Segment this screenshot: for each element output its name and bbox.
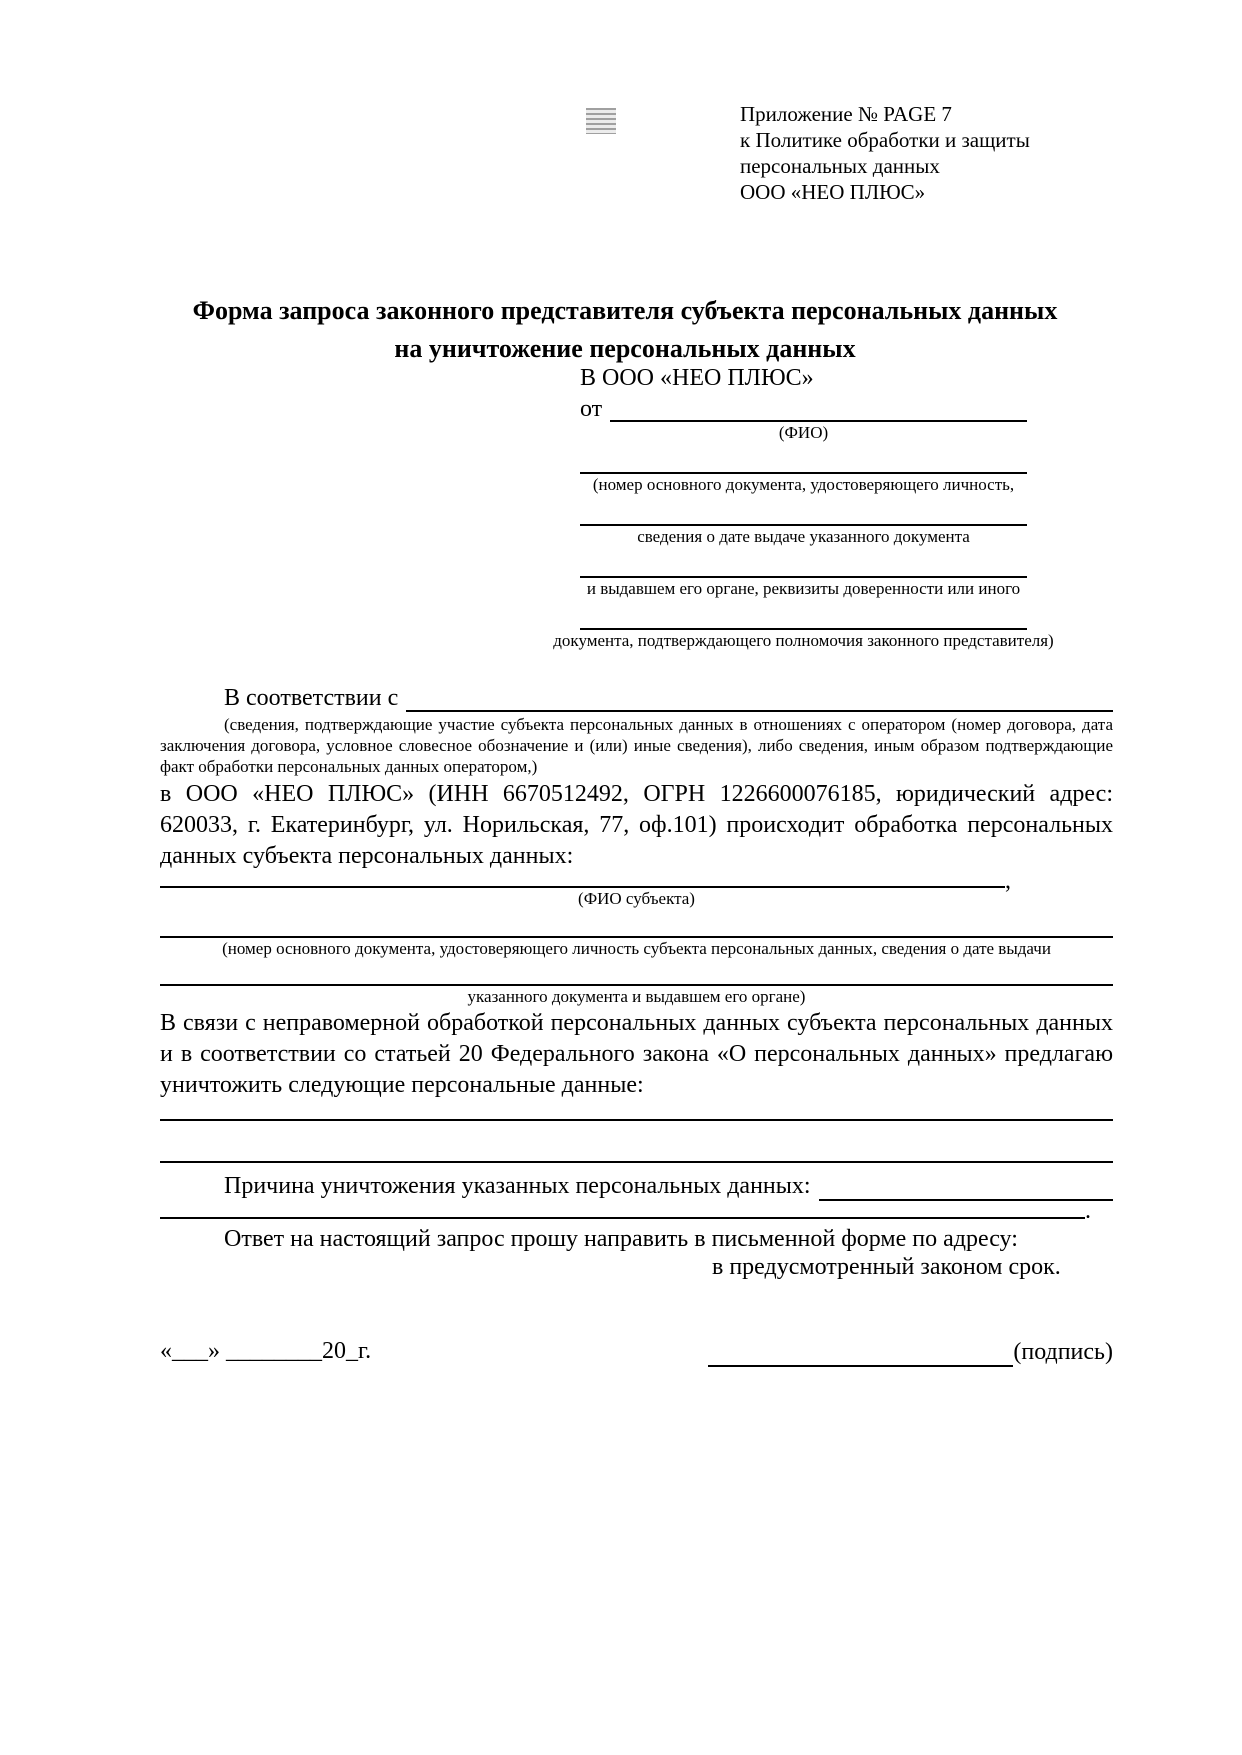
appendix-number-line: Приложение № PAGE 7 <box>740 102 952 126</box>
fill-line-subject-doc[interactable] <box>160 910 1113 938</box>
from-label: от <box>580 396 603 422</box>
caption-subject-doc-2: указанного документа и выдавшем его органе) <box>467 987 806 1006</box>
company-name: ООО «НЕО ПЛЮС» <box>740 180 926 204</box>
addressee-company: В ООО «НЕО ПЛЮС» <box>580 365 814 391</box>
caption-doc-number: (номер основного документа, удостоверяющего личность, <box>592 475 1015 494</box>
accordance-label: В соответствии с <box>224 685 399 711</box>
operator-paragraph: в ООО «НЕО ПЛЮС» (ИНН 6670512492, ОГРН 1226600076185, юридический адрес: 620033, г. Екатеринбург, ул. Норильская, 77, оф.101) происходит обработка персональных данных субъекта персональных данных: <box>160 781 1113 869</box>
fill-line-authority-doc[interactable] <box>580 600 1027 630</box>
subject-name-comma: , <box>1005 868 1011 894</box>
fill-line-accordance[interactable] <box>406 710 1113 712</box>
date-blank[interactable]: «___» ________20_г. <box>160 1338 372 1364</box>
reply-tail: в предусмотренный законом срок. <box>712 1254 1061 1280</box>
caption-subject-fio: (ФИО субъекта) <box>578 889 695 908</box>
addressee-block <box>553 362 1054 652</box>
fill-line-signature[interactable] <box>708 1339 1013 1367</box>
caption-authority-doc: документа, подтверждающего полномочия законного представителя) <box>553 631 1054 650</box>
caption-doc-issuer: и выдавшем его органе, реквизиты доверенности или иного <box>586 579 1021 598</box>
caption-subject-doc-1: (номер основного документа, удостоверяющего личность субъекта персональных данных, сведения о дате выдачи <box>222 939 1051 958</box>
subject-name-row <box>160 868 1113 894</box>
from-row <box>580 394 1027 422</box>
reply-line: Ответ на настоящий запрос прошу направить в письменной форме по адресу: <box>224 1226 1018 1252</box>
policy-line-1: к Политике обработки и защиты <box>740 128 1030 152</box>
fill-line-reason[interactable] <box>819 1199 1113 1201</box>
appendix-header <box>740 101 1070 205</box>
policy-line-2: персональных данных <box>740 154 940 178</box>
reason-continuation-row <box>160 1198 1113 1224</box>
reason-row <box>160 1163 1113 1201</box>
destroy-paragraph: В связи с неправомерной обработкой персональных данных субъекта персональных данных и в соответствии со статьей 20 Федерального закона «О персональных данных» предлагаю уничтожить следующие персональные данные: <box>160 1010 1113 1098</box>
form-title-line-2: на уничтожение персональных данных <box>394 334 856 363</box>
fill-line-subject-doc-issuer[interactable] <box>160 960 1113 986</box>
date-signature-row <box>160 1333 1113 1367</box>
fill-line-doc-issue-date[interactable] <box>580 496 1027 526</box>
form-title-line-1: Форма запроса законного представителя субъекта персональных данных <box>192 296 1058 325</box>
form-title <box>120 292 1130 368</box>
accordance-row <box>160 680 1113 712</box>
reply-address-row <box>160 1253 1113 1281</box>
reason-period: . <box>1085 1198 1091 1224</box>
body-block <box>160 680 1113 1367</box>
embedded-field-marker-icon <box>586 108 616 134</box>
fine-print-note: (сведения, подтверждающие участие субъекта персональных данных в отношениях с оператором (номер договора, дата заключения договора, условное словесное обозначение и (или) иные сведения), либо сведения, иным образом подтверждающие факт обработки персональных данных оператором,) <box>160 715 1113 776</box>
fill-line-doc-number[interactable] <box>580 444 1027 474</box>
fill-line-data-1[interactable] <box>160 1101 1113 1121</box>
fill-line-data-2[interactable] <box>160 1121 1113 1163</box>
caption-doc-issue-date: сведения о дате выдаче указанного документа <box>637 527 970 546</box>
reason-label: Причина уничтожения указанных персональных данных: <box>224 1173 811 1199</box>
fill-line-doc-issuer[interactable] <box>580 548 1027 578</box>
signature-caption: (подпись) <box>1013 1339 1113 1365</box>
signature-group <box>708 1337 1113 1367</box>
caption-fio: (ФИО) <box>778 423 829 442</box>
